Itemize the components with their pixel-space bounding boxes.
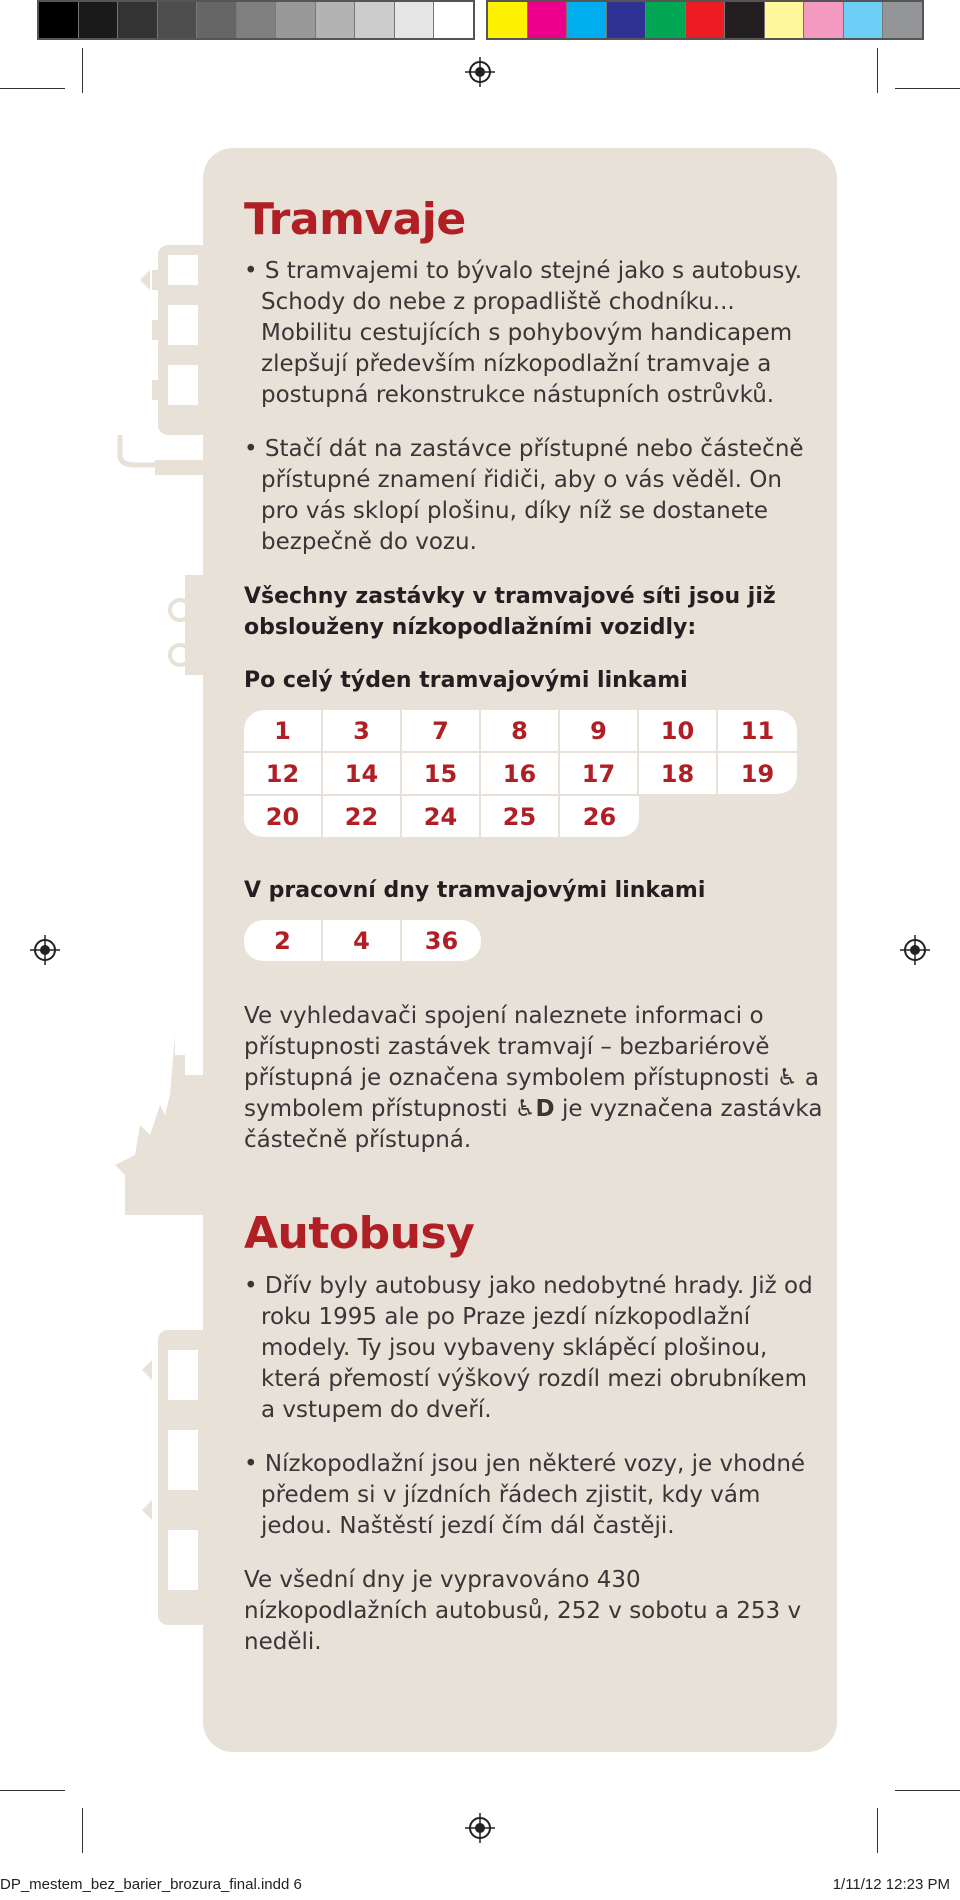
line-number-cell: 2 — [244, 920, 323, 963]
crop-mark — [895, 88, 960, 89]
line-number-cell: 12 — [244, 753, 323, 796]
line-number-cell: 36 — [402, 920, 481, 963]
registration-mark-icon — [30, 935, 60, 965]
line-number-cell: 16 — [481, 753, 560, 796]
workday-lines-heading: V pracovní dny tramvajovými linkami — [244, 878, 706, 904]
line-row — [244, 796, 824, 839]
line-number-cell: 14 — [323, 753, 402, 796]
color-swatch — [237, 2, 277, 38]
crop-mark — [895, 1790, 960, 1791]
line-number-cell: 8 — [481, 710, 560, 753]
bicycle-silhouette-icon — [160, 570, 210, 680]
color-swatch — [804, 2, 844, 38]
color-swatch — [79, 2, 119, 38]
bus-silhouette-icon — [140, 1330, 210, 1630]
color-swatch — [276, 2, 316, 38]
workday-lines-table — [244, 920, 824, 963]
line-number-cell: 26 — [560, 796, 639, 839]
bus-bullet-2: • Nízkopodlažní jsou jen některé vozy, je vhodné předem si v jízdních řádech zjistit, kdy vám jedou. Naštěstí jezdí čím dál častěji. — [244, 1450, 806, 1539]
bus-title: Autobusy — [244, 1208, 475, 1260]
tram-bullet-2: • Stačí dát na zastávce přístupné nebo částečně přístupné znamení řidiči, aby o vás věděl. On pro vás sklopí plošinu, díky níž se dostanete bezpečně do vozu. — [244, 436, 804, 556]
line-number-cell: 17 — [560, 753, 639, 796]
color-swatch — [355, 2, 395, 38]
color-swatch — [118, 2, 158, 38]
crop-mark — [877, 1808, 878, 1853]
color-swatch — [395, 2, 435, 38]
tram-title: Tramvaje — [244, 194, 466, 245]
week-lines-heading: Po celý týden tramvajovými linkami — [244, 668, 688, 694]
line-number-cell: 4 — [323, 920, 402, 963]
color-swatch — [686, 2, 726, 38]
color-swatch — [844, 2, 884, 38]
color-swatch — [528, 2, 568, 38]
line-number-cell: 22 — [323, 796, 402, 839]
line-row — [244, 753, 824, 796]
crop-mark — [82, 48, 83, 93]
color-swatch — [434, 2, 473, 38]
color-swatch — [158, 2, 198, 38]
crop-mark — [877, 48, 878, 93]
color-swatch — [765, 2, 805, 38]
color-swatch — [316, 2, 356, 38]
info-text-3: je vyznačena zastávka částečně přístupná. — [244, 1096, 823, 1154]
bus-stats-text: Ve všední dny je vypravováno 430 nízkopodlažních autobusů, 252 v sobotu a 253 v neděli. — [244, 1566, 802, 1655]
crop-mark — [0, 1790, 65, 1791]
info-text-2: a symbolem přístupnosti — [244, 1065, 820, 1123]
line-number-cell: 20 — [244, 796, 323, 839]
accessibility-info — [244, 1001, 824, 1156]
line-number-cell: 24 — [402, 796, 481, 839]
registration-mark-icon — [465, 1813, 495, 1843]
color-swatch — [488, 2, 528, 38]
color-swatch — [197, 2, 237, 38]
line-number-cell: 18 — [639, 753, 718, 796]
color-swatch — [646, 2, 686, 38]
color-swatch — [567, 2, 607, 38]
gray-color-bar — [37, 0, 475, 40]
pantograph-silhouette-icon — [115, 430, 210, 480]
color-swatch — [725, 2, 765, 38]
line-number-cell: 19 — [718, 753, 797, 796]
date-slug: 1/11/12 12:23 PM — [832, 1876, 950, 1893]
registration-mark-icon — [900, 935, 930, 965]
content-column — [244, 196, 824, 1658]
line-number-cell: 11 — [718, 710, 797, 753]
line-number-cell: 1 — [244, 710, 323, 753]
line-number-cell: 9 — [560, 710, 639, 753]
color-swatch — [39, 2, 79, 38]
crop-mark — [82, 1808, 83, 1853]
crop-mark — [0, 88, 65, 89]
process-color-bar — [486, 0, 924, 40]
registration-mark-icon — [465, 57, 495, 87]
line-number-cell: 7 — [402, 710, 481, 753]
wheelchair-d-icon: ♿D — [514, 1096, 555, 1123]
line-number-cell: 15 — [402, 753, 481, 796]
info-text-1: Ve vyhledavači spojení naleznete informaci o přístupnosti zastávek tramvají – bezbariérově přístupná je označena symbolem přístupnosti — [244, 1003, 770, 1092]
color-swatch — [883, 2, 922, 38]
line-number-cell: 10 — [639, 710, 718, 753]
line-row — [244, 920, 824, 963]
tram-silhouette-icon — [130, 240, 210, 440]
all-stops-text: Všechny zastávky v tramvajové síti jsou již obslouženy nízkopodlažními vozidly: — [244, 584, 776, 641]
file-slug: DP_mestem_bez_barier_brozura_final.indd 6 — [0, 1876, 302, 1893]
line-row — [244, 710, 824, 753]
tram-bullet-1: • S tramvajemi to bývalo stejné jako s autobusy. Schody do nebe z propadliště chodníku... Mobilitu cestujících s pohybovým handicapem zlepšují především nízkopodlažní tramvaje a postupná rekonstrukce nástupních ostrůvků. — [244, 258, 803, 409]
color-swatch — [607, 2, 647, 38]
line-number-cell: 3 — [323, 710, 402, 753]
city-skyline-silhouette-icon — [115, 1035, 210, 1215]
wheelchair-icon: ♿ — [776, 1065, 798, 1092]
line-number-cell: 25 — [481, 796, 560, 839]
week-lines-table — [244, 710, 824, 839]
bus-bullet-1: • Dřív byly autobusy jako nedobytné hrady. Již od roku 1995 ale po Praze jezdí nízkopodlažní modely. Ty jsou vybaveny sklápěcí plošinou, která přemostí výškový rozdíl mezi obrubníkem a vstupem do dveří. — [244, 1272, 813, 1423]
